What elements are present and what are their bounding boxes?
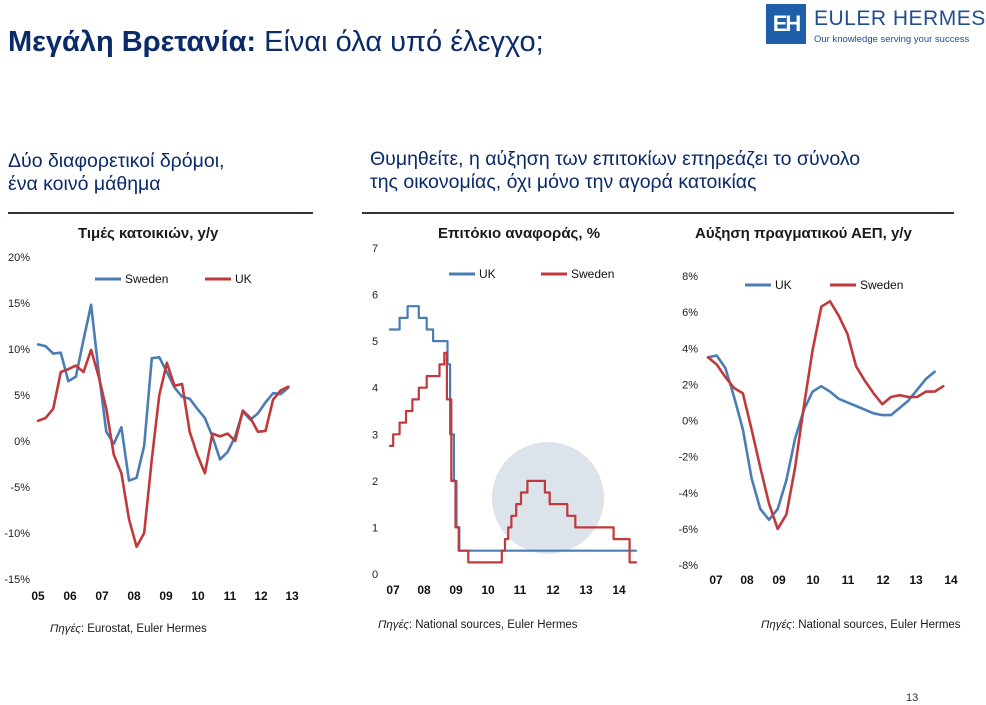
chart1-xtick-label: 06 <box>63 589 77 603</box>
chart2-ytick-label: 6 <box>372 289 379 302</box>
chart2-xtick-label: 14 <box>612 583 626 597</box>
chart3-xtick-label: 10 <box>806 573 820 587</box>
chart2-ytick-label: 4 <box>372 382 379 395</box>
chart1-ytick-label: -10% <box>4 528 30 540</box>
chart3-ytick-label: 2% <box>682 379 698 392</box>
right-subheading-line2: της οικονομίας, όχι μόνο την αγορά κατοικίας <box>370 171 757 193</box>
chart1-ytick-label: -5% <box>10 482 30 494</box>
chart3-xtick-label: 12 <box>876 573 890 587</box>
chart3-xtick-label: 08 <box>740 573 754 587</box>
chart2-source-label: Πηγές <box>378 619 409 631</box>
chart3-ytick-label: 4% <box>682 343 698 356</box>
chart1-xtick-label: 10 <box>191 589 205 603</box>
chart3-ytick-label: -6% <box>678 523 698 536</box>
chart3-legend-label-uk: UK <box>775 278 792 292</box>
logo-tagline: Our knowledge serving your success <box>814 34 970 45</box>
chart2-xtick-label: 12 <box>546 583 560 597</box>
chart2-ytick-label: 3 <box>372 429 379 442</box>
chart3-series-sweden <box>708 301 943 529</box>
chart3-ytick-label: -8% <box>678 560 698 572</box>
chart1-ytick-label: 0% <box>14 436 30 448</box>
page-number: 13 <box>906 692 919 704</box>
chart1-xtick-label: 12 <box>254 589 268 603</box>
chart1-ytick-label: 10% <box>7 344 30 356</box>
chart3-ytick-label: 8% <box>682 271 698 283</box>
chart3-xtick-label: 14 <box>944 573 958 587</box>
right-subheading-line1: Θυμηθείτε, η αύξηση των επιτοκίων επηρεάζει το σύνολο <box>370 148 861 170</box>
chart3-ytick-label: 0% <box>682 415 698 428</box>
chart2-xtick-label: 11 <box>513 583 527 597</box>
chart3-source-text: : National sources, Euler Hermes <box>791 619 961 631</box>
chart3-xtick-label: 11 <box>841 573 855 587</box>
page-title-rest: Είναι όλα υπό έλεγχο; <box>264 26 544 58</box>
chart1-source-text: : Eurostat, Euler Hermes <box>80 623 207 635</box>
chart2-ytick-label: 7 <box>372 243 379 255</box>
chart2-ytick-label: 2 <box>372 475 379 488</box>
chart3-title: Αύξηση πραγματικού ΑΕΠ, y/y <box>695 225 912 242</box>
eh-logo-mark: EH <box>766 4 806 44</box>
chart1-ytick-label: 20% <box>7 252 30 264</box>
chart2-source <box>378 619 578 631</box>
chart3-xtick-label: 07 <box>709 573 723 587</box>
chart2-ytick-label: 5 <box>372 336 379 349</box>
chart2-title: Επιτόκιο αναφοράς, % <box>438 225 601 242</box>
chart1-ytick-label: -15% <box>4 574 30 586</box>
chart3-source-label: Πηγές <box>761 619 792 631</box>
chart1-xtick-label: 08 <box>127 589 141 603</box>
chart2-xtick-label: 07 <box>386 583 400 597</box>
chart3-series-uk <box>708 356 935 520</box>
chart2-legend-label-uk: UK <box>479 267 496 281</box>
chart3-ytick-label: -4% <box>678 487 698 500</box>
chart2-ytick-label: 0 <box>372 569 379 581</box>
page-title-bold: Μεγάλη Βρετανία: <box>8 26 257 58</box>
chart1-xtick-label: 13 <box>285 589 299 603</box>
chart2-legend-label-sweden: Sweden <box>571 267 615 281</box>
chart3-xtick-label: 13 <box>909 573 923 587</box>
chart3-source <box>761 619 961 631</box>
chart3-legend-label-sweden: Sweden <box>860 278 904 292</box>
chart2-xtick-label: 08 <box>417 583 431 597</box>
chart1-xtick-label: 07 <box>95 589 109 603</box>
chart1-source <box>50 623 207 635</box>
chart3-ytick-label: 6% <box>682 307 698 320</box>
chart2-ytick-label: 1 <box>372 522 379 535</box>
chart1-xtick-label: 09 <box>159 589 173 603</box>
chart1-ytick-label: 5% <box>14 390 30 402</box>
chart1-xtick-label: 11 <box>223 589 237 603</box>
chart1-source-label: Πηγές <box>50 623 81 635</box>
chart3-ytick-label: -2% <box>678 451 698 464</box>
chart1-xtick-label: 05 <box>31 589 45 603</box>
left-subheading-line2: ένα κοινό μάθημα <box>8 173 161 195</box>
chart1-title: Τιμές κατοικιών, y/y <box>78 225 219 242</box>
chart3-xtick-label: 09 <box>772 573 786 587</box>
logo-name: EULER HERMES <box>814 7 986 30</box>
chart2-xtick-label: 09 <box>449 583 463 597</box>
left-subheading-line1: Δύο διαφορετικοί δρόμοι, <box>8 150 225 172</box>
chart1-legend-label-sweden: Sweden <box>125 272 169 286</box>
chart2-xtick-label: 10 <box>481 583 495 597</box>
chart1-legend-label-uk: UK <box>235 272 252 286</box>
chart1-ytick-label: 15% <box>7 298 30 310</box>
chart2-source-text: : National sources, Euler Hermes <box>408 619 578 631</box>
chart2-xtick-label: 13 <box>579 583 593 597</box>
